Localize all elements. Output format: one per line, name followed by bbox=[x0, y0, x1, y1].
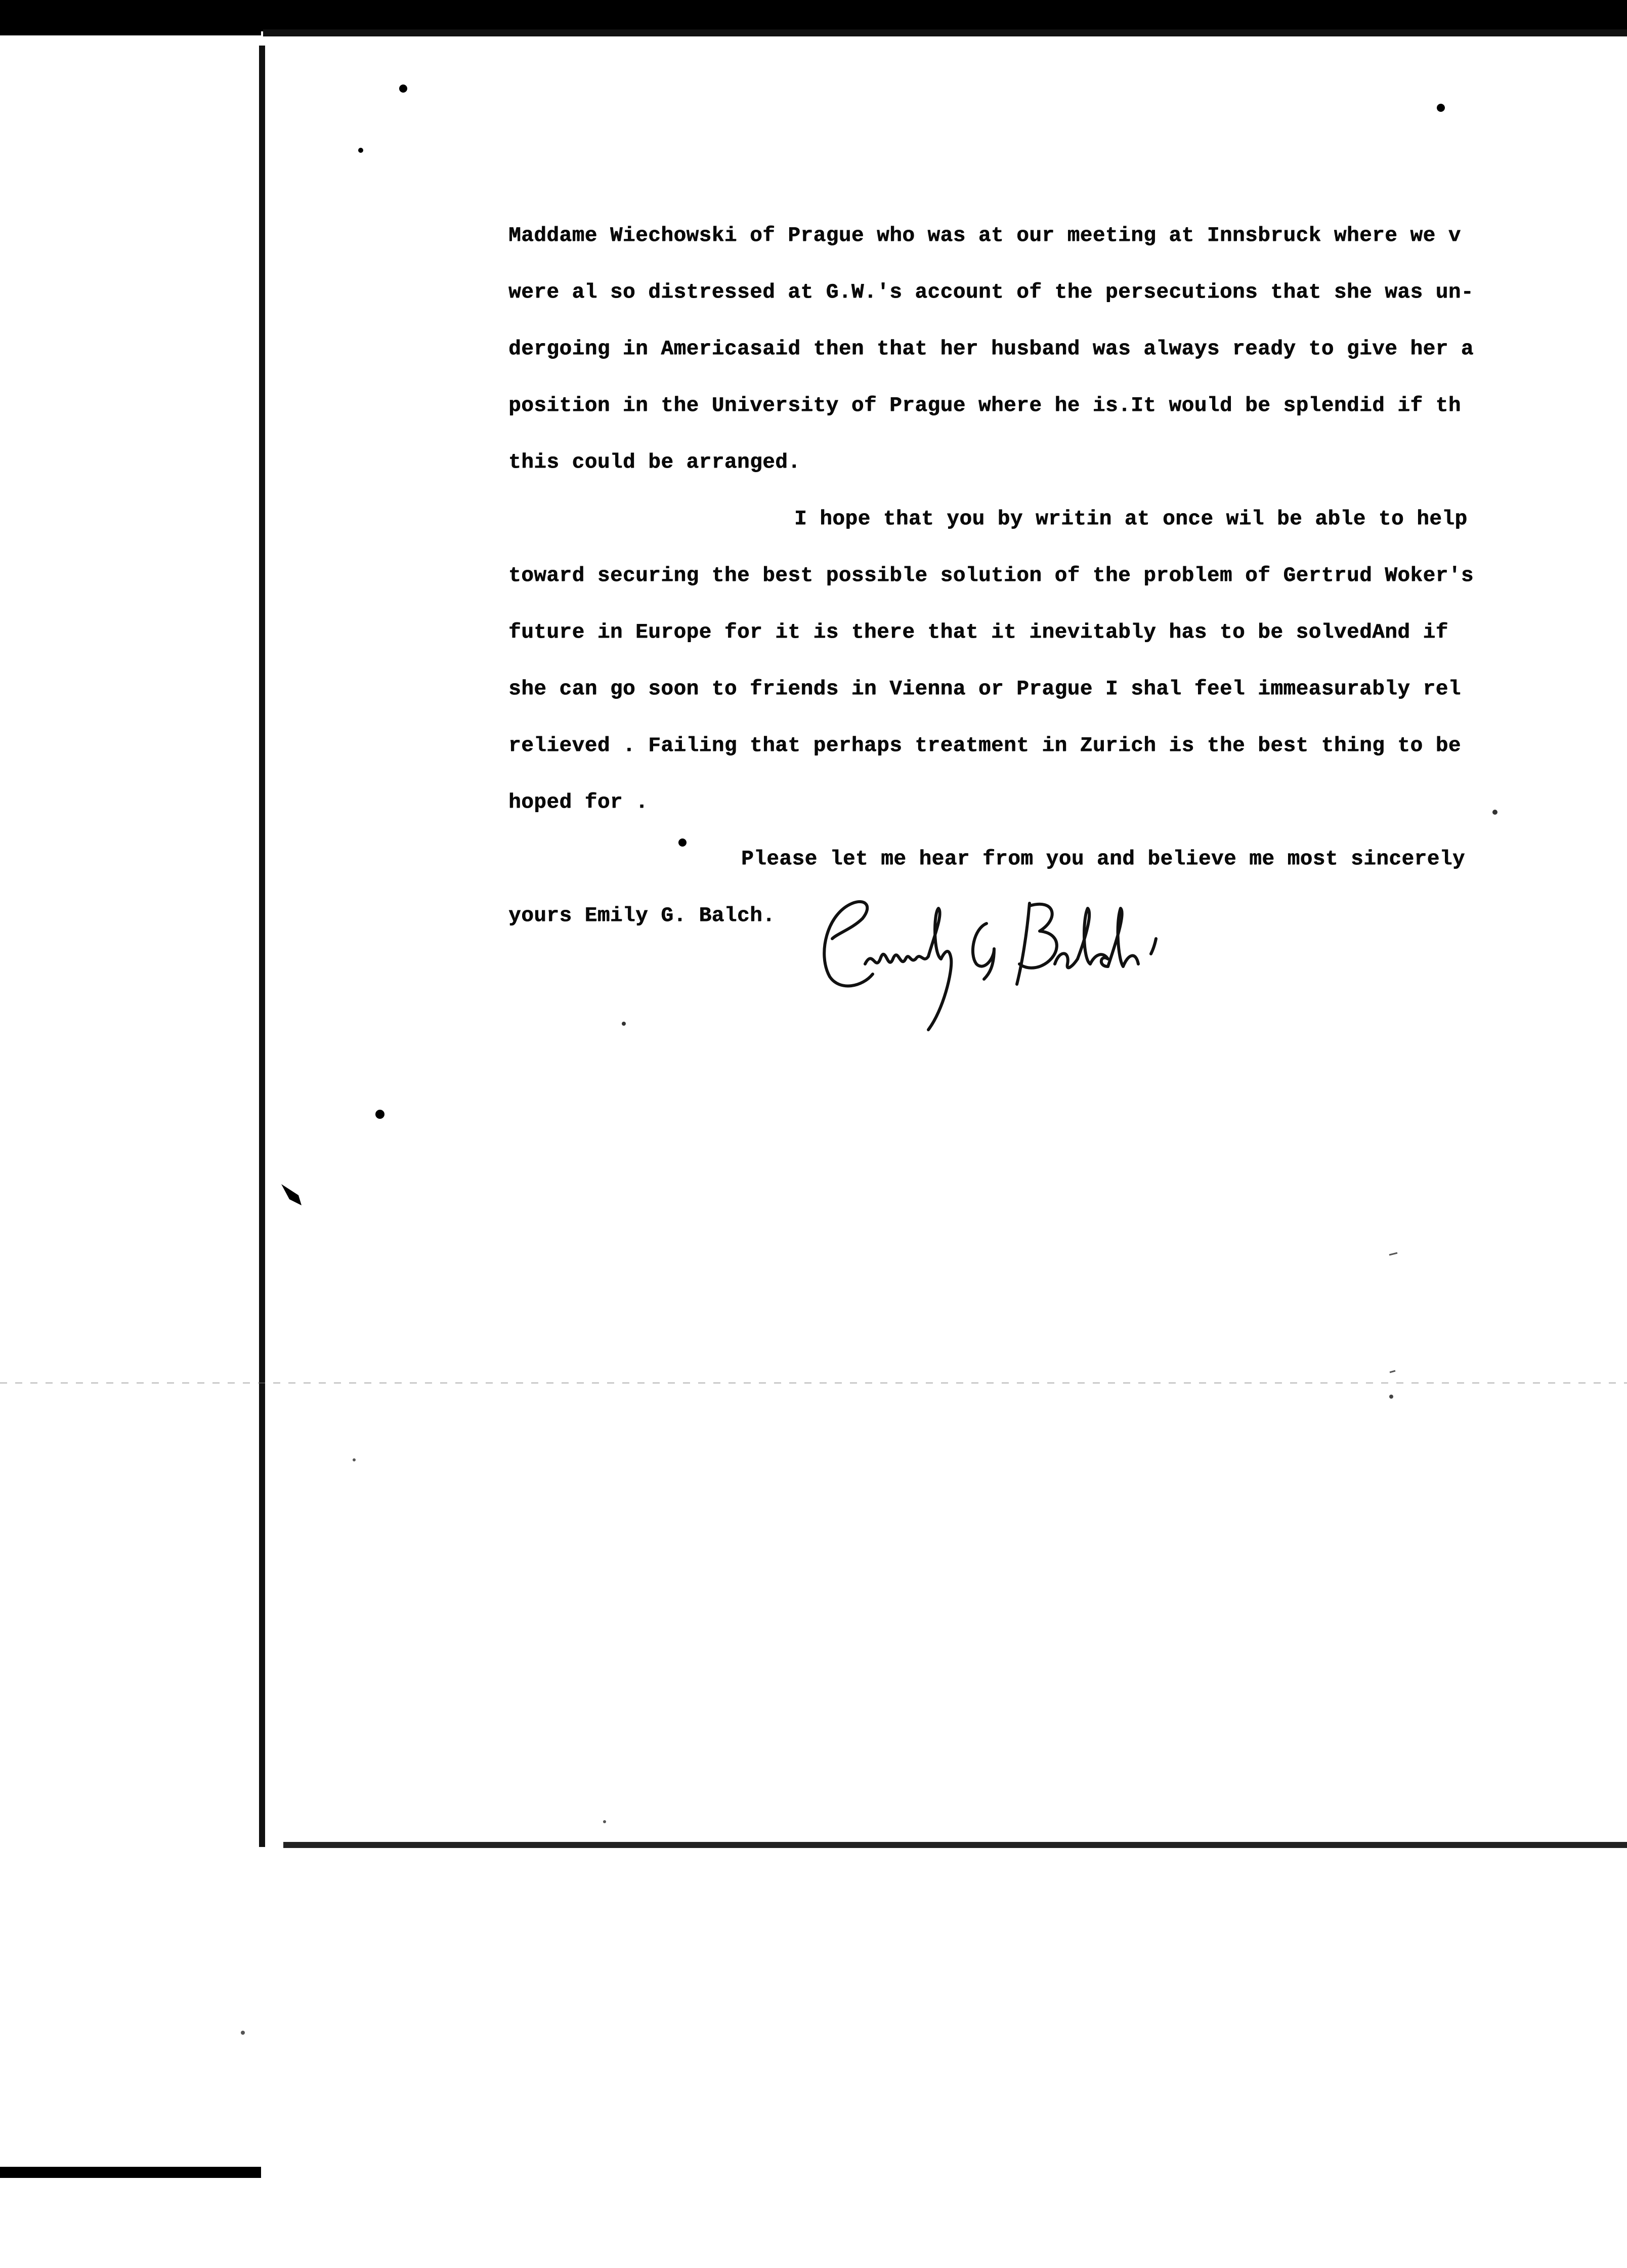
letter-line: Maddame Wiechowski of Prague who was at our meeting at Innsbruck where we v bbox=[508, 224, 1461, 247]
page-bottom-edge bbox=[283, 1842, 1627, 1848]
letter-line: toward securing the best possible solution of the problem of Gertrud Woker's bbox=[508, 564, 1474, 587]
letter-body bbox=[508, 207, 1540, 944]
letter-line: dergoing in Americasaid then that her husband was always ready to give her a bbox=[508, 338, 1474, 361]
letter-line: position in the University of Prague where he is.It would be splendid if th bbox=[508, 394, 1461, 417]
letter-line: she can go soon to friends in Vienna or Prague I shal feel immeasurably rel bbox=[508, 678, 1461, 701]
letter-line: relieved . Failing that perhaps treatment in Zurich is the best thing to be bbox=[508, 734, 1461, 758]
handwritten-signature bbox=[817, 883, 1191, 1035]
letter-line: were al so distressed at G.W.'s account of the persecutions that she was un- bbox=[508, 281, 1474, 304]
page-left-edge bbox=[259, 46, 265, 1847]
letter-line: this could be arranged. bbox=[508, 451, 801, 474]
fold-line bbox=[0, 1382, 1627, 1383]
letter-line: yours Emily G. Balch. bbox=[508, 904, 776, 928]
letter-line: hoped for . bbox=[508, 791, 649, 814]
page-top-edge bbox=[263, 29, 1627, 36]
page-lower-margin bbox=[283, 1848, 1627, 2182]
letter-line: Please let me hear from you and believe me most sincerely bbox=[741, 848, 1465, 871]
letter-line: I hope that you by writin at once wil be able to help bbox=[794, 508, 1468, 531]
letter-line: future in Europe for it is there that it inevitably has to be solvedAnd if bbox=[508, 621, 1448, 644]
